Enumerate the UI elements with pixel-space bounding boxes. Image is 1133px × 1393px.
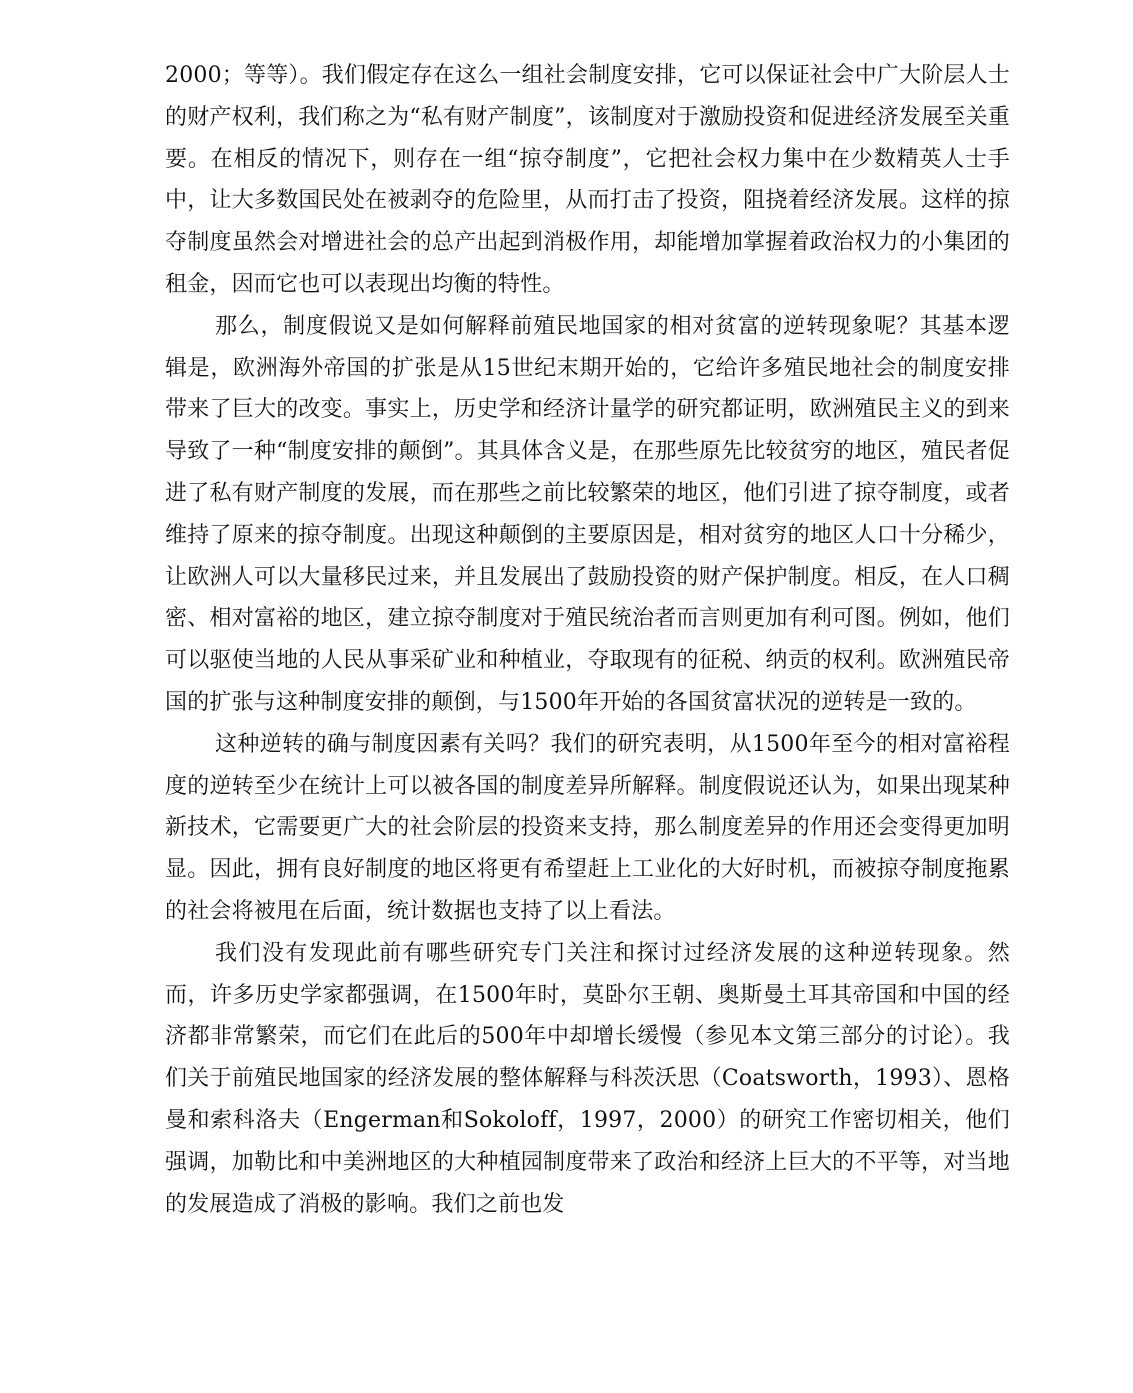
- paragraph-4: 我们没有发现此前有哪些研究专门关注和探讨过经济发展的这种逆转现象。然而，许多历史学家都强调，在1500年时，莫卧尔王朝、奥斯曼土耳其帝国和中国的经济都非常繁荣，而它们在此后的500年中却增长缓慢（参见本文第三部分的讨论）。我们关于前殖民地国家的经济发展的整体解释与科茨沃思（Coatsworth，1993）、恩格曼和索科洛夫（Engerman和Sokoloff，1997，2000）的研究工作密切相关，他们强调，加勒比和中美洲地区的大种植园制度带来了政治和经济上巨大的不平等，对当地的发展造成了消极的影响。我们之前也发: [165, 940, 1010, 1217]
- paragraph-3: 这种逆转的确与制度因素有关吗？我们的研究表明，从1500年至今的相对富裕程度的逆转至少在统计上可以被各国的制度差异所解释。制度假说还认为，如果出现某种新技术，它需要更广大的社会阶层的投资来支持，那么制度差异的作用还会变得更加明显。因此，拥有良好制度的地区将更有希望赶上工业化的大好时机，而被掠夺制度拖累的社会将被甩在后面，统计数据也支持了以上看法。: [165, 731, 1010, 924]
- paragraph-2: 那么，制度假说又是如何解释前殖民地国家的相对贫富的逆转现象呢？其基本逻辑是，欧洲海外帝国的扩张是从15世纪末期开始的，它给许多殖民地社会的制度安排带来了巨大的改变。事实上，历史学和经济计量学的研究都证明，欧洲殖民主义的到来导致了一种“制度安排的颠倒”。其具体含义是，在那些原先比较贫穷的地区，殖民者促进了私有财产制度的发展，而在那些之前比较繁荣的地区，他们引进了掠夺制度，或者维持了原来的掠夺制度。出现这种颠倒的主要原因是，相对贫穷的地区人口十分稀少，让欧洲人可以大量移民过来，并且发展出了鼓励投资的财产保护制度。相反，在人口稠密、相对富裕的地区，建立掠夺制度对于殖民统治者而言则更加有利可图。例如，他们可以驱使当地的人民从事采矿业和种植业，夺取现有的征税、纳贡的权利。欧洲殖民帝国的扩张与这种制度安排的颠倒，与1500年开始的各国贫富状况的逆转是一致的。: [165, 313, 1010, 715]
- paragraph-1: 2000；等等）。我们假定存在这么一组社会制度安排，它可以保证社会中广大阶层人士的财产权利，我们称之为“私有财产制度”，该制度对于激励投资和促进经济发展至关重要。在相反的情况下，则存在一组“掠夺制度”，它把社会权力集中在少数精英人士手中，让大多数国民处在被剥夺的危险里，从而打击了投资，阻挠着经济发展。这样的掠夺制度虽然会对增进社会的总产出起到消极作用，却能增加掌握着政治权力的小集团的租金，因而它也可以表现出均衡的特性。: [165, 63, 1010, 297]
- body-text: [165, 55, 1010, 1225]
